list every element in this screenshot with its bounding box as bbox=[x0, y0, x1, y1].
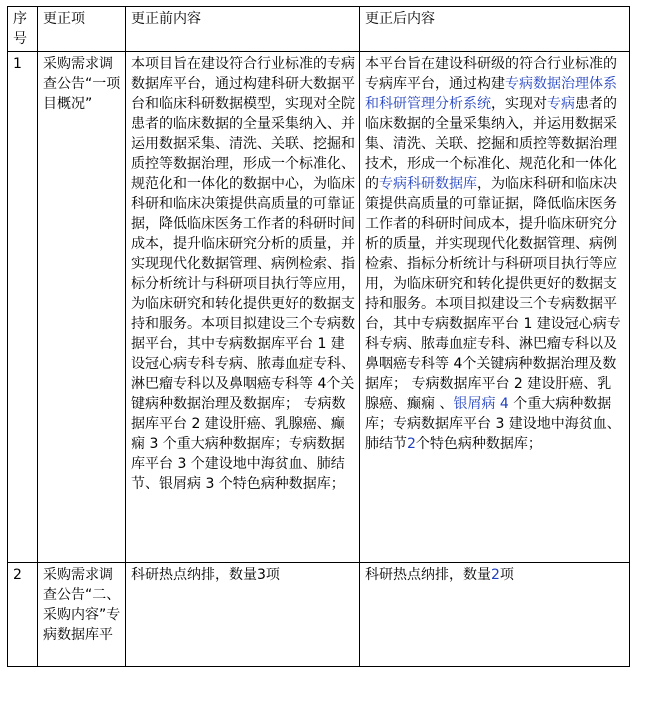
after-text-segment: 个重大病种数据库；专病数据库平台 3 建设地中海贫血、肺结节 bbox=[365, 396, 621, 452]
header-after: 更正后内容 bbox=[360, 7, 630, 52]
after-highlight-segment: 2 bbox=[407, 436, 416, 452]
after-text-segment: 本平台旨在建设科研级的符合行业标准的专病库平台，通过构建 bbox=[365, 56, 617, 92]
after-highlight-segment: 专病 bbox=[547, 96, 575, 112]
after-highlight-segment: 专病数据治理体系和科研管理分析系统 bbox=[365, 76, 617, 112]
row2-item: 采购需求调查公告“二、采购内容”专病数据库平 bbox=[38, 563, 126, 667]
row1-before: 本项目旨在建设符合行业标准的专病数据库平台，通过构建科研大数据平台和临床科研数据模型，实现对全院患者的临床数据的全量采集纳入、并运用数据采集、清洗、关联、挖掘和质控等数据治理，形成一个标准化、规范化和一体化的数据中心，为临床科研和临床决策提供高质量的可靠证据，降低临床医务工作者的科研时间成本，提升临床研究分析的质量，并实现现代化数据管理、病例检索、指标分析统计与科研项目执行等应用，为临床研究和转化提供更好的数据支持和服务。本项目拟建设三个专病数据平台，其中专病数据库平台 1 建设冠心病专科专病、脓毒血症专科、淋巴瘤专科以及鼻咽癌专科等 4个关键病种数据治理及数据库； 专病数据库平台 2 建设肝癌、乳腺癌、癫痫 3 个重大病种数据库；专病数据库平台 3 个建设地中海贫血、肺结节、银屑病 3 个特色病种数据库； bbox=[126, 52, 360, 563]
header-row bbox=[8, 7, 630, 52]
header-seq: 序号 bbox=[8, 7, 38, 52]
after-text-segment: 项 bbox=[499, 567, 514, 583]
after-text-segment: 患者的临床数据的全量采集纳入，并运用数据采集、清洗、关联、挖掘和质控等数据治理技术，形成一个标准化、规范化和一体化的 bbox=[365, 96, 617, 192]
after-text-segment: 个特色病种数据库； bbox=[415, 436, 542, 452]
correction-table bbox=[7, 6, 630, 667]
after-highlight-segment: 专病科研数据库 bbox=[379, 176, 477, 192]
row1-seq: 1 bbox=[8, 52, 38, 563]
row2-seq: 2 bbox=[8, 563, 38, 667]
after-text-segment: 科研热点纳排，数量 bbox=[365, 567, 491, 583]
table-row bbox=[8, 52, 630, 563]
table-row bbox=[8, 563, 630, 667]
row1-item: 采购需求调查公告“一项目概况” bbox=[38, 52, 126, 563]
after-highlight-segment: 银屑病 4 bbox=[453, 396, 509, 412]
row2-after bbox=[360, 563, 630, 667]
after-text-segment: ，实现对 bbox=[491, 96, 547, 112]
after-text-segment: ，为临床科研和临床决策提供高质量的可靠证据，降低临床医务工作者的科研时间成本，提升临床研究分析的质量，并实现现代化数据管理、病例检索、指标分析统计与科研项目执行等应用，为临床研究和转化提供更好的数据支持和服务。本项目拟建设三个专病数据平台，其中专病数据库平台 1 建设冠心病专科专病、脓毒血症专科、淋巴瘤专科以及鼻咽癌专科等 4个关键病种数据治理及数据库； 专病数据库平台 2 建设肝癌、乳腺癌、癫痫 、 bbox=[365, 176, 621, 412]
header-item: 更正项 bbox=[38, 7, 126, 52]
header-before: 更正前内容 bbox=[126, 7, 360, 52]
row2-before: 科研热点纳排，数量3项 bbox=[126, 563, 360, 667]
after-highlight-segment: 2 bbox=[491, 567, 500, 583]
row1-after bbox=[360, 52, 630, 563]
